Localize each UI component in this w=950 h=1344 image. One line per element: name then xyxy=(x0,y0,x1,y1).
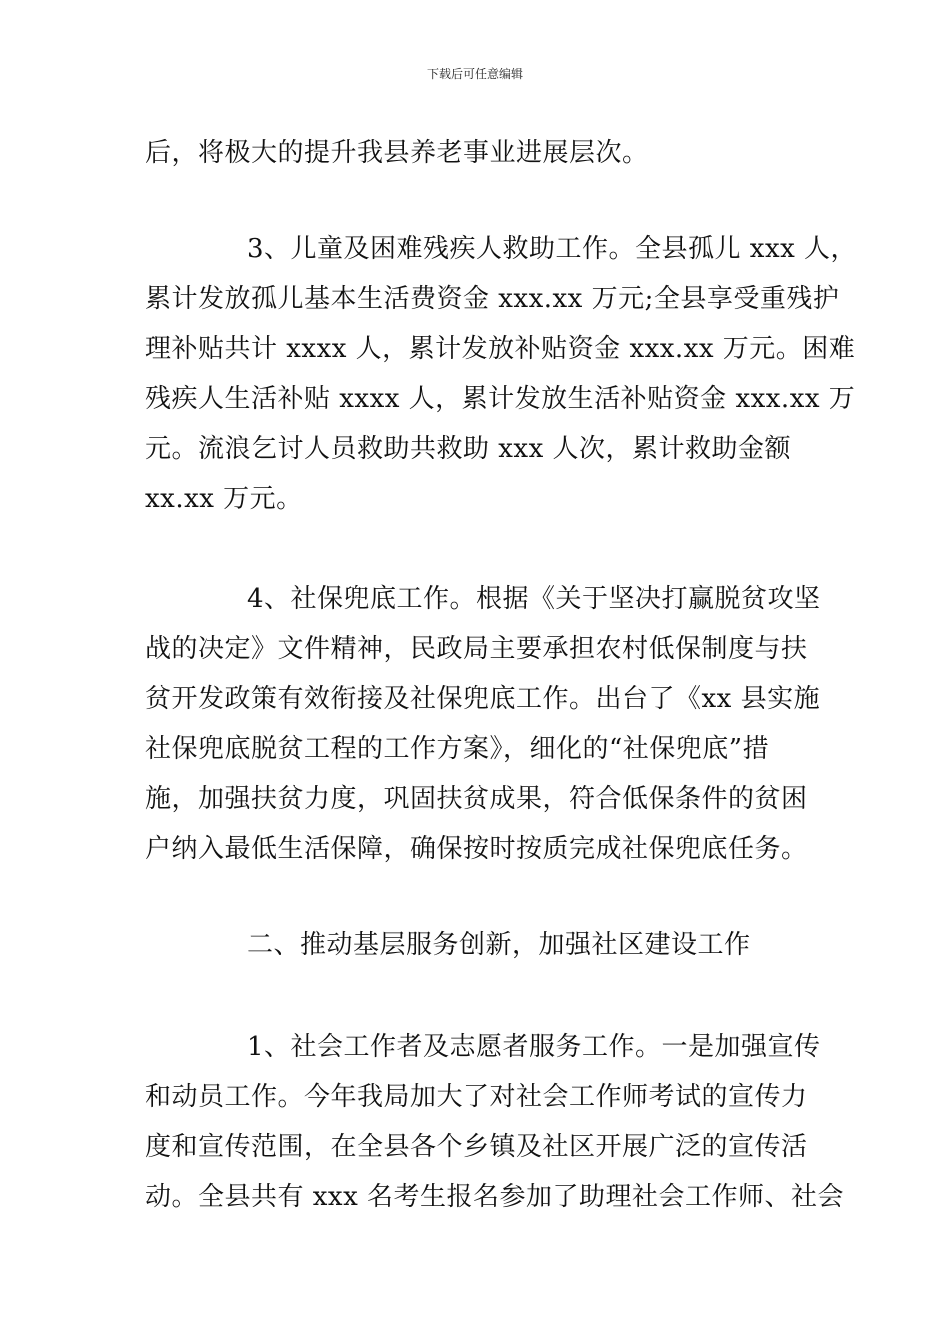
paragraph-2-line-6: xx.xx 万元。 xyxy=(145,484,303,514)
paragraph-3-line-3: 贫开发政策有效衔接及社保兜底工作。出台了《xx 县实施 xyxy=(145,684,821,714)
paragraph-3-line-6: 户纳入最低生活保障，确保按时按质完成社保兜底任务。 xyxy=(145,834,808,864)
paragraph-3-line-1: 4、社保兜底工作。根据《关于坚决打赢脱贫攻坚 xyxy=(247,584,821,614)
paragraph-3-line-4: 社保兜底脱贫工程的工作方案》，细化的“社保兜底”措 xyxy=(145,734,770,764)
paragraph-2-line-1: 3、儿童及困难残疾人救助工作。全县孤儿 xxx 人， xyxy=(247,234,858,264)
paragraph-3-line-2: 战的决定》文件精神，民政局主要承担农村低保制度与扶 xyxy=(145,634,808,664)
paragraph-1-line-1: 后，将极大的提升我县养老事业进展层次。 xyxy=(145,138,649,168)
paragraph-5-line-1: 1、社会工作者及志愿者服务工作。一是加强宣传 xyxy=(247,1032,821,1062)
paragraph-2-line-4: 残疾人生活补贴 xxxx 人，累计发放生活补贴资金 xxx.xx 万 xyxy=(145,384,856,414)
section-heading: 二、推动基层服务创新，加强社区建设工作 xyxy=(247,930,751,960)
paragraph-3-line-5: 施，加强扶贫力度，巩固扶贫成果，符合低保条件的贫困 xyxy=(145,784,808,814)
paragraph-5-line-2: 和动员工作。今年我局加大了对社会工作师考试的宣传力 xyxy=(145,1082,808,1112)
paragraph-5-line-3: 度和宣传范围，在全县各个乡镇及社区开展广泛的宣传活 xyxy=(145,1132,808,1162)
paragraph-5-line-4: 动。全县共有 xxx 名考生报名参加了助理社会工作师、社会 xyxy=(145,1182,845,1212)
page-header: 下载后可任意编辑 xyxy=(426,67,523,81)
paragraph-2-line-2: 累计发放孤儿基本生活费资金 xxx.xx 万元;全县享受重残护 xyxy=(145,284,840,314)
paragraph-2-line-5: 元。流浪乞讨人员救助共救助 xxx 人次，累计救助金额 xyxy=(145,434,792,464)
paragraph-2-line-3: 理补贴共计 xxxx 人，累计发放补贴资金 xxx.xx 万元。困难 xyxy=(145,334,856,364)
